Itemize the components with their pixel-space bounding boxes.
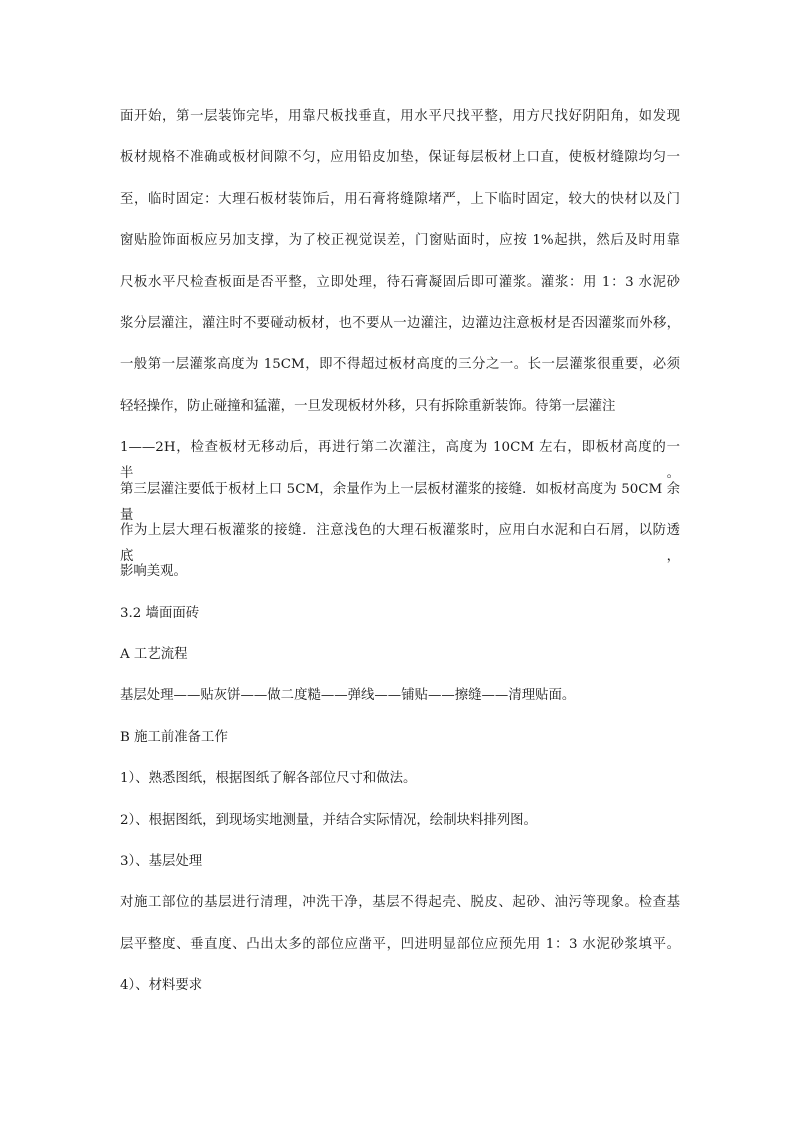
list-item: 4）、材料要求 [120, 978, 203, 994]
text-line: 尺板水平尺检查板面是否平整，立即处理，待石膏凝固后即可灌浆。灌浆：用 1：3 水泥砂 [120, 274, 680, 290]
list-item: 1）、熟悉图纸，根据图纸了解各部位尺寸和做法。 [120, 771, 417, 787]
text-line: 窗贴脸饰面板应另加支撑，为了校正视觉误差，门窗贴面时，应按 1%起拱，然后及时用靠 [120, 233, 680, 249]
text-line: 一般第一层灌浆高度为 15CM，即不得超过板材高度的三分之一。长一层灌浆很重要，必须 [120, 357, 680, 373]
text-line: 面开始，第一层装饰完毕，用靠尺板找垂直，用水平尺找平整，用方尺找好阴阳角，如发现 [120, 109, 680, 124]
text-line: 浆分层灌注，灌注时不要碰动板材，也不要从一边灌注，边灌边注意板材是否因灌浆而外移， [120, 315, 680, 331]
text-line: 第三层灌注要低于板材上口 5CM，余量作为上一层板材灌浆的接缝．如板材高度为 50CM 余量 [120, 481, 680, 523]
text-line: 至，临时固定：大理石板材装饰后，用石膏将缝隙堵严，上下临时固定，较大的快材以及门 [120, 191, 680, 207]
list-item: 3）、基层处理 [120, 854, 203, 870]
text-line: 影响美观。 [120, 564, 187, 580]
subsection-heading: A 工艺流程 [120, 647, 188, 663]
text-line: 1——2H，检查板材无移动后，再进行第二次灌注，高度为 10CM 左右，即板材高度的一半。 [120, 440, 680, 482]
list-item: 2）、根据图纸，到现场实地测量，并结合实际情况，绘制块料排列图。 [120, 812, 537, 828]
document-body [120, 104, 680, 1015]
section-heading: 3.2 墙面面砖 [120, 605, 200, 621]
text-line: 板材规格不准确或板材间隙不匀，应用铅皮加垫，保证每层板材上口直，使板材缝隙均匀一 [120, 150, 680, 166]
text-line: 作为上层大理石板灌浆的接缝．注意浅色的大理石板灌浆时，应用白水泥和白石屑，以防透底， [120, 522, 680, 564]
text-line: 基层处理——贴灰饼——做二度糙——弹线——铺贴——擦缝——清理贴面。 [120, 688, 576, 704]
text-line: 对施工部位的基层进行清理，冲洗干净，基层不得起壳、脱皮、起砂、油污等现象。检查基 [120, 895, 680, 911]
subsection-heading: B 施工前准备工作 [120, 729, 228, 745]
text-line: 轻轻操作，防止碰撞和猛灌，一旦发现板材外移，只有拆除重新装饰。待第一层灌注 [120, 398, 616, 414]
text-line: 层平整度、垂直度、凸出太多的部位应凿平，凹进明显部位应预先用 1：3 水泥砂浆填平。 [120, 936, 680, 952]
